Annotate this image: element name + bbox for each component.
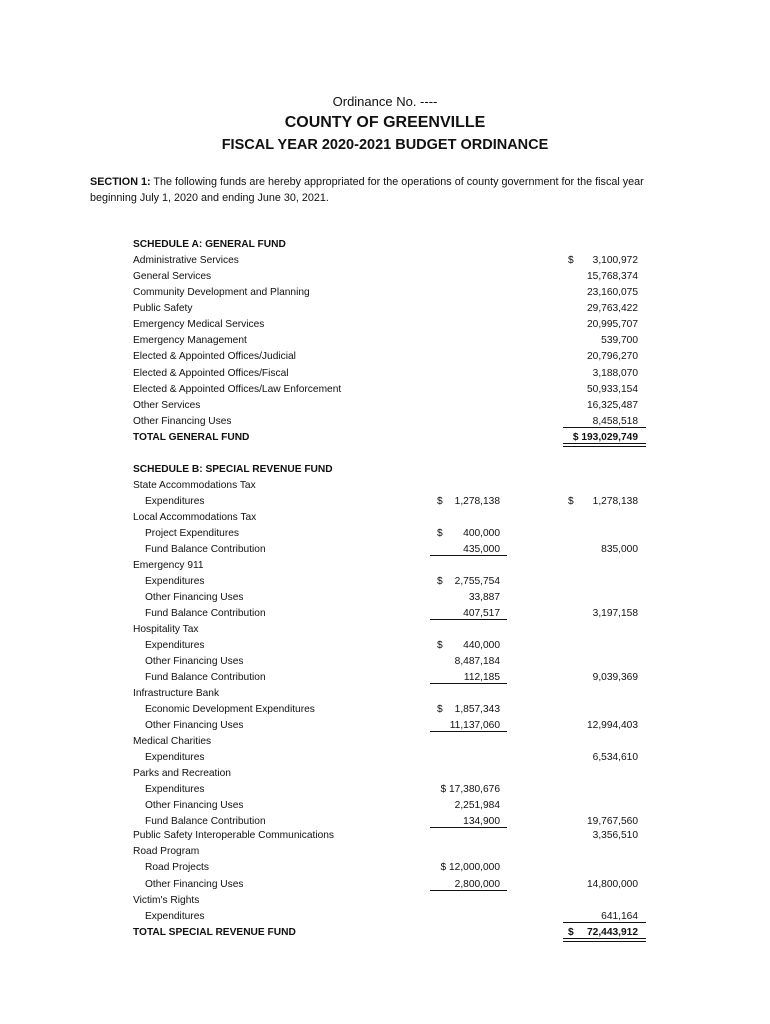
fund-total-amount: 835,000 <box>601 544 638 555</box>
detail-amount: 112,185 <box>463 672 500 683</box>
line-item-amount: 3,100,972 <box>592 255 638 266</box>
fund-name: Parks and Recreation <box>133 768 231 779</box>
line-item-label: Road Projects <box>145 862 209 873</box>
line-item-label: Fund Balance Contribution <box>145 608 266 619</box>
detail-amount: $ 12,000,000 <box>440 862 500 873</box>
schedule-b-row <box>0 702 770 718</box>
fund-name: Infrastructure Bank <box>133 688 220 699</box>
fund-name: Local Accommodations Tax <box>133 512 257 523</box>
fund-total-amount: 3,356,510 <box>592 830 638 841</box>
detail-amount: 11,137,060 <box>449 720 500 731</box>
fund-total-amount: 12,994,403 <box>587 720 638 731</box>
schedule-a-heading: SCHEDULE A: GENERAL FUND <box>133 239 286 250</box>
detail-amount: 407,517 <box>463 608 500 619</box>
line-item-label: Other Financing Uses <box>145 800 244 811</box>
line-item-label: Emergency Medical Services <box>133 319 265 330</box>
schedule-b-row <box>0 750 770 766</box>
schedule-b-row <box>0 510 770 526</box>
fund-total-amount: 641,164 <box>601 911 638 922</box>
schedule-a-row <box>0 317 770 333</box>
line-item-label: General Services <box>133 271 212 282</box>
county-name: COUNTY OF GREENVILLE <box>284 114 486 131</box>
line-item-label: Elected & Appointed Offices/Fiscal <box>133 368 289 379</box>
schedule-b-row <box>0 844 770 860</box>
line-item-label: Other Services <box>133 400 201 411</box>
dollar-sign: $ <box>437 496 443 507</box>
schedule-b-row <box>0 574 770 590</box>
subtotal-underline <box>430 683 507 684</box>
fund-total-amount: 3,197,158 <box>592 608 638 619</box>
detail-amount: 33,887 <box>468 592 500 603</box>
line-item-label: Expenditures <box>145 576 205 587</box>
schedule-b-row <box>0 734 770 750</box>
schedule-b-row <box>0 718 770 734</box>
schedule-a-row <box>0 349 770 365</box>
line-item-label: Fund Balance Contribution <box>145 816 266 827</box>
fund-name: Victim's Rights <box>133 895 200 906</box>
line-item-label: Economic Development Expenditures <box>145 704 315 715</box>
schedule-b-row <box>0 893 770 909</box>
fund-name: Public Safety Interoperable Communications <box>133 830 335 841</box>
fund-total-amount: 1,278,138 <box>592 496 638 507</box>
section-1-paragraph <box>90 174 690 206</box>
line-item-label: Administrative Services <box>133 255 239 266</box>
section-1-label: SECTION 1: <box>90 176 151 188</box>
line-item-amount: 20,796,270 <box>587 351 638 362</box>
dollar-sign: $ <box>568 496 574 507</box>
detail-amount: 1,278,138 <box>454 496 500 507</box>
line-item-amount: 50,933,154 <box>587 384 638 395</box>
fund-name: Hospitality Tax <box>133 624 199 635</box>
line-item-amount: 29,763,422 <box>587 303 638 314</box>
total-general-fund-label: TOTAL GENERAL FUND <box>133 432 250 443</box>
fund-name: Emergency 911 <box>133 560 204 571</box>
schedule-b-row <box>0 798 770 814</box>
schedule-b-row <box>0 766 770 782</box>
schedule-a-row <box>0 382 770 398</box>
schedule-b-row <box>0 670 770 686</box>
line-item-label: Expenditures <box>145 784 205 795</box>
schedule-a-row <box>0 414 770 430</box>
ordinance-number: Ordinance No. ---- <box>332 94 438 109</box>
fund-total-amount: 19,767,560 <box>587 816 638 827</box>
schedule-b-row <box>0 860 770 876</box>
line-item-label: Expenditures <box>145 640 205 651</box>
line-item-label: Fund Balance Contribution <box>145 544 266 555</box>
schedule-b-heading-row <box>0 462 770 478</box>
fund-name: State Accommodations Tax <box>133 480 256 491</box>
line-item-amount: 15,768,374 <box>587 271 638 282</box>
schedule-a-row <box>0 333 770 349</box>
total-special-revenue-amount: 72,443,912 <box>587 927 638 938</box>
schedule-b-row <box>0 622 770 638</box>
dollar-sign: $ <box>437 528 443 539</box>
line-item-label: Other Financing Uses <box>145 592 244 603</box>
total-special-revenue-label: TOTAL SPECIAL REVENUE FUND <box>133 927 296 938</box>
schedule-b-row <box>0 494 770 510</box>
section-1-text: The following funds are hereby appropriated for the operations of county government for the fiscal year beginning July 1, 2020 and ending June 30, 2021. <box>90 176 644 204</box>
line-item-label: Expenditures <box>145 496 205 507</box>
detail-amount: 440,000 <box>463 640 500 651</box>
schedule-b-row <box>0 638 770 654</box>
detail-amount: $ 17,380,676 <box>440 784 500 795</box>
schedule-b-total-row <box>0 925 770 941</box>
fund-name: Medical Charities <box>133 736 212 747</box>
detail-amount: 2,251,984 <box>454 800 500 811</box>
dollar-sign: $ <box>437 704 443 715</box>
detail-amount: 8,487,184 <box>454 656 500 667</box>
schedule-b-row <box>0 606 770 622</box>
line-item-label: Project Expenditures <box>145 528 240 539</box>
detail-amount: 400,000 <box>463 528 500 539</box>
schedule-a-total-row <box>0 430 770 446</box>
line-item-amount: 539,700 <box>601 335 638 346</box>
line-item-label: Other Financing Uses <box>145 879 244 890</box>
fund-total-amount: 14,800,000 <box>587 879 638 890</box>
line-item-label: Expenditures <box>145 752 205 763</box>
subtotal-underline <box>430 555 507 556</box>
schedule-b-row <box>0 478 770 494</box>
line-item-label: Other Financing Uses <box>145 656 244 667</box>
subtotal-underline <box>563 922 646 923</box>
schedule-b-row <box>0 828 770 844</box>
line-item-label: Fund Balance Contribution <box>145 672 266 683</box>
line-item-label: Community Development and Planning <box>133 287 310 298</box>
schedule-b-heading: SCHEDULE B: SPECIAL REVENUE FUND <box>133 464 333 475</box>
total-double-underline <box>563 938 646 942</box>
detail-amount: 2,800,000 <box>454 879 500 890</box>
dollar-sign: $ <box>568 927 574 938</box>
subtotal-underline <box>563 427 646 428</box>
fund-name: Road Program <box>133 846 200 857</box>
document-title: FISCAL YEAR 2020-2021 BUDGET ORDINANCE <box>221 137 549 153</box>
schedule-b-row <box>0 542 770 558</box>
line-item-label: Emergency Management <box>133 335 247 346</box>
dollar-sign: $ <box>437 640 443 651</box>
line-item-amount: 20,995,707 <box>587 319 638 330</box>
schedule-b-row <box>0 654 770 670</box>
schedule-a-row <box>0 398 770 414</box>
schedule-b-row <box>0 590 770 606</box>
schedule-a-row <box>0 301 770 317</box>
subtotal-underline <box>430 619 507 620</box>
subtotal-underline <box>430 731 507 732</box>
schedule-a-row <box>0 269 770 285</box>
schedule-a-row <box>0 285 770 301</box>
line-item-amount: 16,325,487 <box>587 400 638 411</box>
line-item-label: Public Safety <box>133 303 193 314</box>
schedule-b-row <box>0 686 770 702</box>
schedule-b-row <box>0 909 770 925</box>
schedule-b-row <box>0 558 770 574</box>
line-item-amount: 3,188,070 <box>592 368 638 379</box>
line-item-amount: 8,458,518 <box>592 416 638 427</box>
line-item-label: Other Financing Uses <box>145 720 244 731</box>
detail-amount: 1,857,343 <box>454 704 500 715</box>
subtotal-underline <box>430 890 507 891</box>
line-item-label: Other Financing Uses <box>133 416 232 427</box>
detail-amount: 134,900 <box>463 816 500 827</box>
schedule-a-row <box>0 366 770 382</box>
schedule-a-row <box>0 253 770 269</box>
line-item-label: Elected & Appointed Offices/Law Enforcement <box>133 384 342 395</box>
line-item-label: Elected & Appointed Offices/Judicial <box>133 351 296 362</box>
line-item-amount: 23,160,075 <box>587 287 638 298</box>
schedule-b-row <box>0 877 770 893</box>
schedule-b-row <box>0 526 770 542</box>
schedule-b-row <box>0 782 770 798</box>
detail-amount: 435,000 <box>463 544 500 555</box>
schedule-a-heading-row <box>0 237 770 253</box>
detail-amount: 2,755,754 <box>454 576 500 587</box>
line-item-label: Expenditures <box>145 911 205 922</box>
dollar-sign: $ <box>568 255 574 266</box>
total-double-underline <box>563 443 646 447</box>
total-general-fund-amount: $ 193,029,749 <box>572 432 638 443</box>
fund-total-amount: 6,534,610 <box>592 752 638 763</box>
fund-total-amount: 9,039,369 <box>592 672 638 683</box>
dollar-sign: $ <box>437 576 443 587</box>
